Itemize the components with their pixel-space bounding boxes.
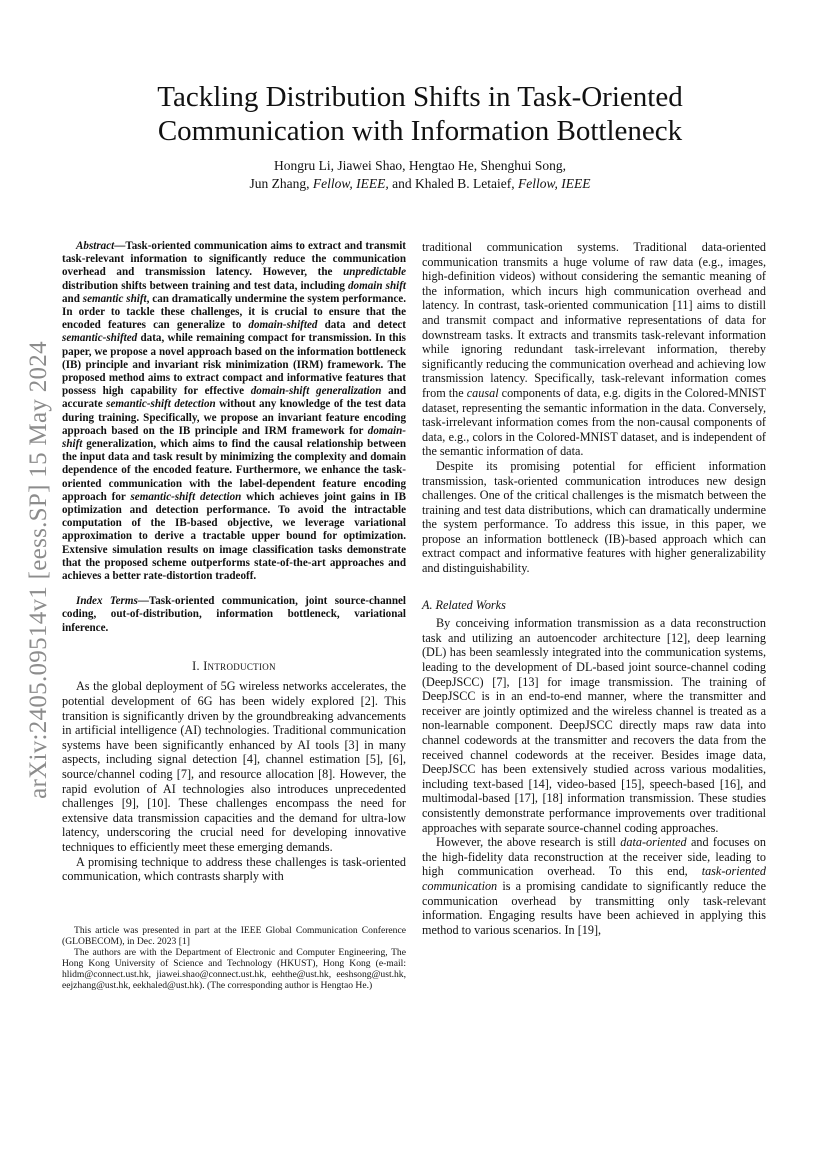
intro-paragraph-1: As the global deployment of 5G wireless networks accelerates, the potential development of 6G has been widely explored [2]. This transition is significantly driven by the groundbreaking advancements in artificial intelligence (AI) technologies. Traditional communication systems have been significantly enhanced by AI tools [3] in many aspects, including signal detection [4], channel estimation [5], [6], source/channel coding [7], and resource allocation [8]. However, the rapid evolution of AI technologies also introduces unprecedented challenges [9], [10]. These challenges encompass the need for extensive data transmission capacities and the demand for ultra-low latency, underscoring the crucial need for developing innovative techniques to efficiently meet these emerging demands. xyxy=(62,679,406,855)
right-column xyxy=(422,240,766,937)
subsection-heading-related-works: A. Related Works xyxy=(422,597,506,612)
intro-paragraph-2: A promising technique to address these challenges is task-oriented communication, which contrasts sharply with xyxy=(62,854,406,884)
left-column xyxy=(62,240,406,884)
related-paragraph-1: By conceiving information transmission as a data reconstruction task and utilizing an autoencoder architecture [12], deep learning (DL) has been seamlessly integrated into the communication systems, leading to the development of DL-based joint source-channel coding (DeepJSCC) [7], [13] for image transmission. The training of DeepJSCC is in an end-to-end manner, where the transmitter and receiver are jointly optimized and the wireless channel is treated as a non-learnable component. DeepJSCC directly maps raw data into channel codewords at the transmitter and recovers the data from the received channel codewords at the receiver. Besides image data, DeepJSCC has been extensively studied across various modalities, including text-based [14], video-based [15], speech-based [16], and multimodal-based [17], [18] information transmission. These studies consistently demonstrate performance improvements over traditional approaches with separate source-channel coding approaches. xyxy=(422,616,766,835)
footnotes xyxy=(62,925,406,991)
index-terms: Index Terms—Task-oriented communication, joint source-channel coding, out-of-distribution, information bottleneck, variational inference. xyxy=(62,595,406,634)
section-heading-introduction: I. Introduction xyxy=(192,658,276,673)
paper-title xyxy=(70,80,770,148)
intro-paragraph-4: Despite its promising potential for efficient information transmission, task-oriented communication introduces new design challenges. One of the critical challenges is the mismatch between the training and test data distributions, which can dramatically undermine the system performance. To address this issue, in this paper, we propose an information bottleneck (IB)-based approach which can extract compact and informative features with higher generalizability and distinguishability. xyxy=(422,458,766,576)
arxiv-sidebar xyxy=(16,260,62,880)
index-terms-label: Index Terms xyxy=(76,595,138,608)
authors-line-1: Hongru Li, Jiawei Shao, Hengtao He, Shenghui Song, xyxy=(273,158,567,173)
title-line-2: Communication with Information Bottleneck xyxy=(157,115,683,147)
footnote-conference: This article was presented in part at the IEEE Global Communication Conference (GLOBECOM), in Dec. 2023 [1] xyxy=(62,925,406,947)
title-line-1: Tackling Distribution Shifts in Task-Oriented xyxy=(157,81,683,113)
abstract-label: Abstract xyxy=(76,240,115,252)
abstract: Abstract—Task-oriented communication aims to extract and transmit task-relevant information to significantly reduce the communication overhead and transmission latency. However, the unpredictable distribution shifts between training and test data, including domain shift and semantic shift, can dramatically undermine the system performance. In order to tackle these challenges, it is crucial to ensure that the encoded features can generalize to domain-shifted data and detect semantic-shifted data, while remaining compact for transmission. In this paper, we propose a novel approach based on the information bottleneck (IB) principle and invariant risk minimization (IRM) framework. The proposed method aims to extract compact and informative features that possess high capability for effective domain-shift generalization and accurate semantic-shift detection without any knowledge of the test data during training. Specifically, we propose an invariant feature encoding approach based on the IB principle and IRM framework for domain-shift generalization, which aims to find the causal relationship between the input data and task result by minimizing the complexity and domain dependence of the encoded feature. Furthermore, we enhance the task-oriented communication with the label-dependent feature encoding approach for semantic-shift detection which achieves joint gains in IB optimization and detection performance. To avoid the intractable computation of the IB-based objective, we leverage variational approximation to derive a tractable upper bound for optimization. Extensive simulation results on image classification tasks demonstrate that the proposed scheme outperforms state-of-the-art approaches and achieves a better rate-distortion tradeoff. xyxy=(62,240,406,583)
arxiv-identifier: arXiv:2405.09514v1 [eess.SP] 15 May 2024 xyxy=(25,341,52,799)
footnote-affiliation: The authors are with the Department of Electronic and Computer Engineering, The Hong Kong University of Science and Technology (HKUST), Hong Kong (e-mail: hlidm@connect.ust.hk, jiawei.shao@connect.ust.hk, eehthe@ust.hk, eeshsong@ust.hk, eejzhang@ust.hk, eekhaled@ust.hk). (The corresponding author is Hengtao He.) xyxy=(62,947,406,991)
intro-paragraph-3: traditional communication systems. Traditional data-oriented communication transmits a huge volume of raw data (e.g., images, high-definition videos) without considering the semantic meaning of the information, which incurs high communication overhead and latency. In contrast, task-oriented communication [11] aims to distill and transmit compact and informative representations of data for downstream tasks. It extracts and transmits task-relevant information while ignoring redundant task-irrelevant information, thereby significantly reducing the communication overhead and achieving low transmission latency. Specifically, task-relevant information comes from the causal components of data, e.g. digits in the Colored-MNIST dataset, representing the semantic information in the data. Conversely, task-irrelevant information comes from the non-causal components of data, e.g., colors in the Colored-MNIST dataset, and is independent of the semantic information of data. xyxy=(422,240,766,459)
author-list xyxy=(70,157,770,193)
related-paragraph-2: However, the above research is still data-oriented and focuses on the high-fidelity data reconstruction at the receiver side, leading to high communication overhead. To this end, task-oriented communication is a promising candidate to significantly reduce the communication overhead by transmitting only task-relevant information. Engaging results have been achieved in applying this method to various scenarios. In [19], xyxy=(422,835,766,937)
authors-line-2: Jun Zhang, Fellow, IEEE, and Khaled B. Letaief, Fellow, IEEE xyxy=(249,176,591,191)
